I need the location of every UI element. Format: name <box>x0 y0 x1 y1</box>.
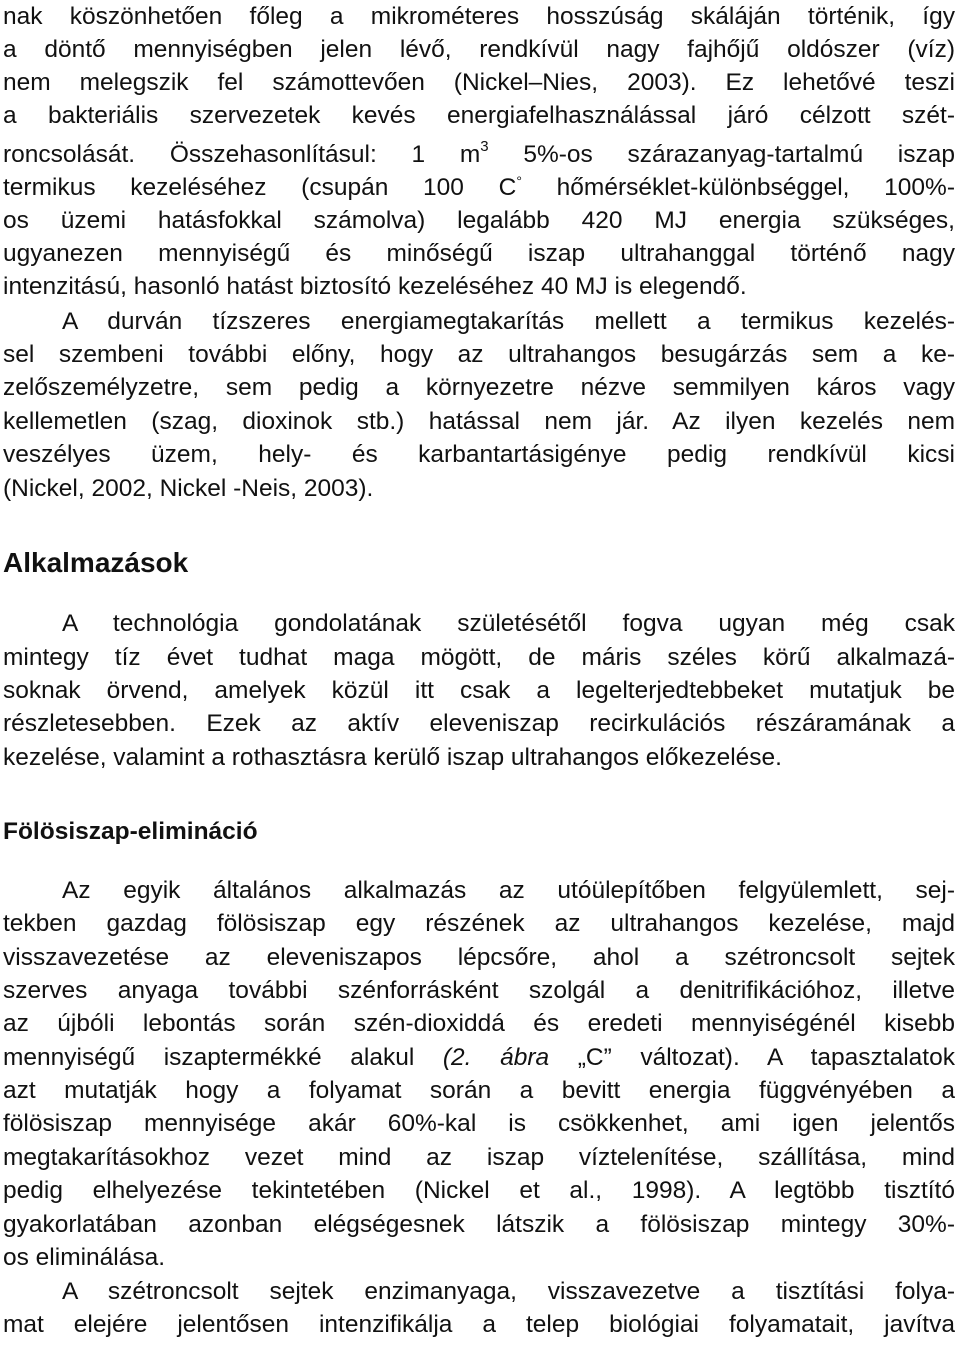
text-line: nak köszönhetően főleg a mikrométeres hosszúság skáláján történik, így <box>3 3 955 30</box>
text-line: megtakarításokhoz vezet mind az iszap víztelenítése, szállítása, mind <box>3 1144 955 1171</box>
text-line: pedig elhelyezése tekintetében (Nickel et al., 1998). A legtöbb tisztító <box>3 1177 955 1204</box>
text-line: kezelése, valamint a rothasztásra kerülő iszap ultrahangos előkezelése. <box>3 744 782 771</box>
text-line: mintegy tíz évet tudhat maga mögött, de máris széles körű alkalmazá- <box>3 644 955 671</box>
text-line: os eliminálása. <box>3 1244 166 1271</box>
text-line: zelőszemélyzetre, sem pedig a környezetre nézve semmilyen káros vagy <box>3 374 955 401</box>
text-line: részletesebben. Ezek az aktív eleveniszap recirkulációs részáramának a <box>3 710 955 737</box>
text-line: gyakorlatában azonban elégségesnek látszik a fölösiszap mintegy 30%- <box>3 1211 955 1238</box>
text-line: (Nickel, 2002, Nickel -Neis, 2003). <box>3 475 374 502</box>
text-line: kellemetlen (szag, dioxinok stb.) hatással nem jár. Az ilyen kezelés nem <box>3 408 955 435</box>
text-line: az újbóli lebontás során szén-dioxiddá és eredeti mennyiségénél kisebb <box>3 1010 955 1037</box>
text-line: Az egyik általános alkalmazás az utóülepítőben felgyülemlett, sej- <box>62 877 955 904</box>
figure-reference: (2. ábra <box>442 1044 550 1071</box>
text-line: A szétroncsolt sejtek enzimanyaga, visszavezetve a tisztítási folya- <box>62 1278 955 1305</box>
text-fragment: „C” változat). A tapasztalatok <box>549 1044 955 1071</box>
text-fragment: roncsolását. Összehasonlításul: 1 m <box>3 141 481 168</box>
text-fragment: mennyiségű iszaptermékké alakul <box>3 1044 443 1071</box>
superscript: 3 <box>480 137 489 155</box>
text-line <box>3 138 955 171</box>
text-line: intenzitású, hasonló hatást biztosító kezeléséhez 40 MJ is elegendő. <box>3 273 747 300</box>
degree-sign: ° <box>516 172 522 189</box>
text-line: A durván tízszeres energiamegtakarítás mellett a termikus kezelés- <box>62 308 955 335</box>
text-line: sel szembeni további előny, hogy az ultrahangos besugárzás sem a ke- <box>3 341 955 368</box>
text-line: a döntő mennyiségben jelen lévő, rendkívül nagy fajhőjű oldószer (víz) <box>3 36 955 63</box>
text-line: ugyanezen mennyiségű és minőségű iszap ultrahanggal történő nagy <box>3 240 955 267</box>
text-line: fölösiszap mennyisége akár 60%-kal is csökkenhet, ami igen jelentős <box>3 1110 955 1137</box>
text-line: tekben gazdag fölösiszap egy részének az ultrahangos kezelése, majd <box>3 910 955 937</box>
text-line: azt mutatják hogy a folyamat során a bevitt energia függvényében a <box>3 1077 955 1104</box>
section-heading: Alkalmazások <box>3 547 189 578</box>
text-fragment: 5%-os szárazanyag-tartalmú iszap <box>488 141 955 168</box>
text-line: nem melegszik fel számottevően (Nickel–Nies, 2003). Ez lehetővé teszi <box>3 69 955 96</box>
text-line <box>3 171 955 204</box>
text-line: soknak örvend, amelyek közül itt csak a legelterjedtebbeket mutatjuk be <box>3 677 955 704</box>
text-line: mat elejére jelentősen intenzifikálja a telep biológiai folyamatait, javítva <box>3 1311 955 1338</box>
text-line: a bakteriális szervezetek kevés energiafelhasználással járó célzott szét- <box>3 102 955 129</box>
text-line: visszavezetése az eleveniszapos lépcsőre, ahol a szétroncsolt sejtek <box>3 944 955 971</box>
subsection-heading: Fölösiszap-elimináció <box>3 818 258 845</box>
text-line: os üzemi hatásfokkal számolva) legalább 420 MJ energia szükséges, <box>3 207 955 234</box>
text-fragment: hőmérséklet-különbséggel, 100%- <box>521 174 955 201</box>
text-fragment: termikus kezeléséhez (csupán 100 C <box>3 174 517 201</box>
text-line: veszélyes üzem, hely- és karbantartásigénye pedig rendkívül kicsi <box>3 441 955 468</box>
text-line: A technológia gondolatának születésétől fogva ugyan még csak <box>62 610 955 637</box>
text-line <box>3 1041 955 1074</box>
text-line: szerves anyaga további szénforrásként szolgál a denitrifikációhoz, illetve <box>3 977 955 1004</box>
